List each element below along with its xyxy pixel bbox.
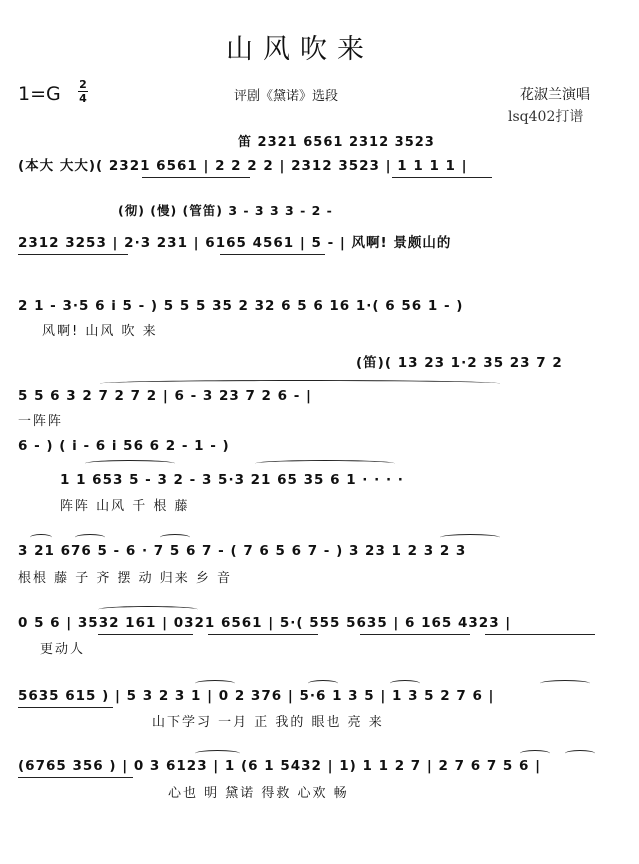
slur-arc	[540, 680, 590, 687]
score-line-7: 0 5 6 | 3532 161 | 0321 6561 | 5·( 555 5635 | 6 165 4323 |	[18, 615, 512, 631]
lyric-line-8: 山下学习 一月 正 我的 眼也 亮 来	[152, 715, 384, 730]
slur-arc	[98, 606, 198, 613]
slur-arc	[30, 534, 52, 541]
slur-arc	[565, 750, 595, 757]
score-line-2-top: (彻) (慢) (管笛) 3 - 3 3 3 - 2 -	[118, 203, 333, 218]
beam-line	[18, 777, 133, 778]
slur-arc	[390, 680, 420, 687]
singer-credit: 花淑兰演唱	[520, 87, 590, 103]
key-signature: 1=G	[18, 83, 61, 105]
score-line-5-top: 6 - ) ( i - 6 i 56 6 2 - 1 - )	[18, 438, 230, 454]
beam-line	[18, 707, 113, 708]
lyric-line-5: 阵阵 山风 千 根 藤	[60, 499, 190, 514]
slur-arc	[100, 380, 500, 387]
time-signature-bottom: 4	[79, 92, 87, 105]
score-line-3: 2 1 - 3·5 6 i 5 - ) 5 5 5 35 2 32 6 5 6 16 1·( 6 56 1 - )	[18, 298, 464, 314]
slur-arc	[308, 680, 338, 687]
time-signature-top: 2	[79, 78, 87, 91]
slur-arc	[440, 534, 500, 541]
lyric-line-6: 根根 藤 子 齐 摆 动 归来 乡 音	[18, 571, 233, 586]
score-line-4: 5 5 6 3 2 7 2 7 2 | 6 - 3 23 7 2 6 - |	[18, 388, 312, 404]
slur-arc	[195, 680, 235, 687]
score-line-1-top: 笛 2321 6561 2312 3523	[238, 135, 435, 150]
beam-line	[360, 634, 470, 635]
score-line-9: (6765 356 ) | 0 3 6123 | 1 (6 1 5432 | 1) 1 1 2 7 | 2 7 6 7 5 6 |	[18, 758, 542, 774]
slur-arc	[255, 460, 395, 467]
score-line-2: 2312 3253 | 2·3 231 | 6165 4561 | 5 - | 风啊! 景颇山的	[18, 235, 452, 251]
score-line-5: 1 1 653 5 - 3 2 - 3 5·3 21 65 35 6 1 · · · ·	[60, 472, 404, 488]
time-signature	[76, 78, 90, 105]
slur-arc	[75, 534, 105, 541]
slur-arc	[85, 460, 175, 467]
beam-line	[98, 634, 193, 635]
score-line-1: (本大 大大)( 2321 6561 | 2 2 2 2 | 2312 3523 | 1 1 1 1 |	[18, 158, 468, 174]
lyric-line-4: 一阵阵	[18, 414, 64, 429]
song-title: 山风吹来	[226, 34, 374, 65]
beam-line	[208, 634, 318, 635]
beam-line	[392, 177, 492, 178]
slur-arc	[195, 750, 240, 757]
beam-line	[485, 634, 595, 635]
beam-line	[142, 177, 250, 178]
slur-arc	[160, 534, 190, 541]
subtitle: 评剧《黛诺》选段	[234, 89, 339, 104]
beam-line	[18, 254, 128, 255]
score-line-4-top: (笛)( 13 23 1·2 35 23 7 2	[356, 355, 563, 371]
lyric-line-3: 风啊! 山风 吹 来	[42, 324, 158, 339]
slur-arc	[520, 750, 550, 757]
lyric-line-7: 更动人	[40, 642, 86, 657]
beam-line	[220, 254, 325, 255]
score-line-6: 3 21 676 5 - 6 · 7 5 6 7 - ( 7 6 5 6 7 - ) 3 23 1 2 3 2 3	[18, 543, 467, 559]
lyric-line-9: 心也 明 黛诺 得救 心欢 畅	[168, 786, 349, 801]
score-line-8: 5635 615 ) | 5 3 2 3 1 | 0 2 376 | 5·6 1 3 5 | 1 3 5 2 7 6 |	[18, 688, 495, 704]
transcriber-credit: lsq402打谱	[508, 109, 584, 125]
